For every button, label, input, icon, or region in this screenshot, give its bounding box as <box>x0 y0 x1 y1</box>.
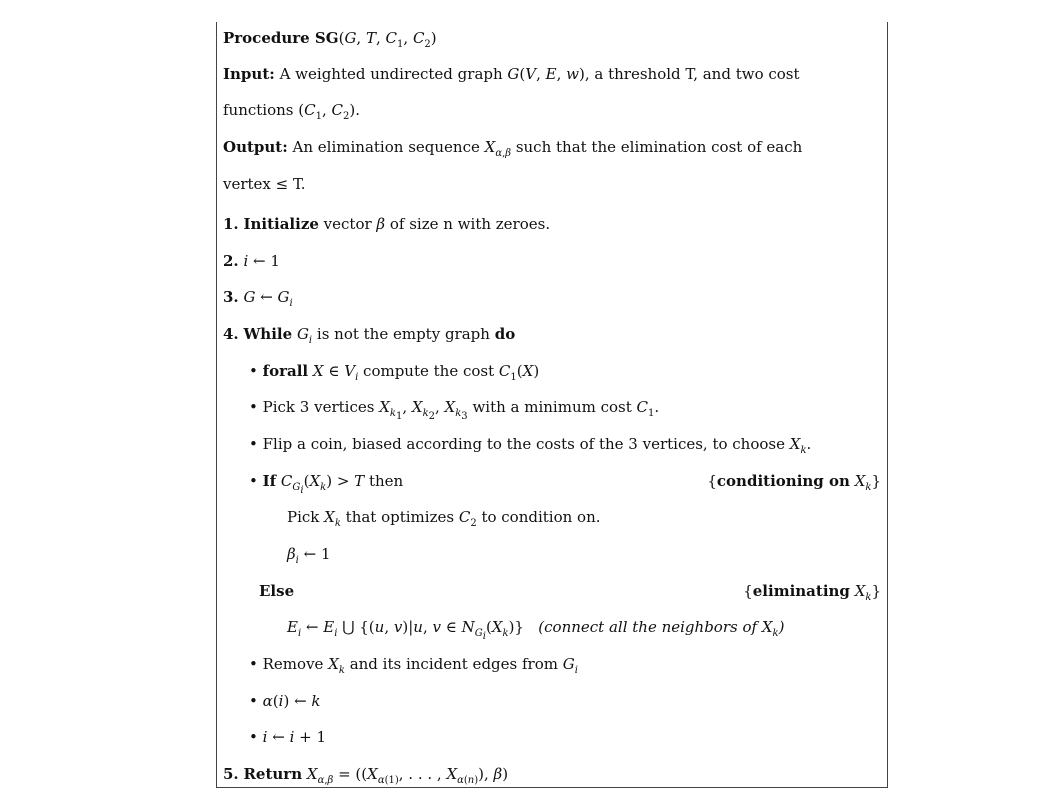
forall-keyword: forall <box>262 362 309 380</box>
bullet-icon: • <box>249 692 258 710</box>
eliminating-comment: {eliminating $X_k$} <box>743 582 881 603</box>
alpha-text: α(i) ← k <box>262 692 321 710</box>
step-4-do: do <box>494 325 516 343</box>
step-1-text: vector β of size n with zeroes. <box>323 215 551 233</box>
step-1-num: 1. <box>223 215 239 233</box>
bullet-flip <box>249 432 811 456</box>
bullet-icon: • <box>249 472 258 490</box>
procedure-title <box>223 26 437 50</box>
input-label: Input: <box>223 65 275 83</box>
flip-text: Flip a coin, biased according to the costs of the 3 vertices, to choose $X_k$. <box>262 435 812 456</box>
bullet-icon: • <box>249 362 258 380</box>
forall-text: X ∈ $V_i$ compute the cost $C_1(X)$ <box>312 362 540 383</box>
if-sub-pick: Pick $X_k$ that optimizes $C_2$ to condition on. <box>287 508 601 529</box>
bullet-icon: • <box>249 655 258 673</box>
input-line-1 <box>223 62 800 86</box>
output-text-1: An elimination sequence $X_{\alpha,\beta}$ such that the elimination cost of each <box>292 138 803 159</box>
remove-text: Remove $X_k$ and its incident edges from $G_i$ <box>262 655 578 676</box>
bullet-pick <box>249 395 660 422</box>
title-label: Procedure SG <box>223 29 339 47</box>
else-keyword: Else <box>259 582 295 600</box>
step-2: 2. i ← 1 <box>223 252 280 270</box>
if-sub-beta: $\beta_i$ ← 1 <box>287 545 331 566</box>
step-1 <box>223 212 550 236</box>
output-label: Output: <box>223 138 288 156</box>
step-4 <box>223 322 515 346</box>
bullet-if <box>249 469 404 496</box>
title-args: (G, T, $C_1$, $C_2$) <box>338 29 437 50</box>
edges-formula: $E_i$ ← $E_i$ ⋃ {(u, v)|u, v ∈ $N_{G_i}(X_k)$} <box>287 618 524 642</box>
if-condition: $C_{G_i}(X_k) > T$ <box>280 472 365 496</box>
else-line <box>259 579 294 603</box>
bullet-icon: • <box>249 728 258 746</box>
output-line-2 <box>223 172 306 196</box>
conditioning-comment: {conditioning on $X_k$} <box>707 472 881 493</box>
input-text-1: A weighted undirected graph G(V, E, w), a threshold T, and two cost <box>279 65 800 83</box>
bullet-icon: • <box>249 435 258 453</box>
then-keyword: then <box>368 472 404 490</box>
if-keyword: If <box>262 472 277 490</box>
step-4-num: 4. <box>223 325 239 343</box>
increment-text: i ← i + 1 <box>262 728 327 746</box>
bullet-increment <box>249 725 326 749</box>
input-line-2 <box>223 98 360 122</box>
output-text-2: vertex ≤ T. <box>223 175 306 193</box>
edges-comment: (connect all the neighbors of $X_k$) <box>538 618 785 639</box>
step-3: 3. G ← $G_i$ <box>223 288 293 309</box>
step-5 <box>223 762 508 786</box>
bullet-forall <box>249 359 539 383</box>
bullet-remove <box>249 652 578 676</box>
step-5-keyword: Return <box>243 765 303 783</box>
step-5-num: 5. <box>223 765 239 783</box>
pick-text: Pick 3 vertices $X_{k_1}$, $X_{k_2}$, $X_{k_3}$ with a minimum cost $C_1$. <box>262 398 660 422</box>
step-4-text: $G_i$ is not the empty graph <box>296 325 490 346</box>
else-sub-edges <box>287 615 785 642</box>
step-1-keyword: Initialize <box>243 215 319 233</box>
bullet-alpha <box>249 689 321 713</box>
input-text-2: functions ($C_1$, $C_2$). <box>223 101 360 122</box>
bullet-icon: • <box>249 398 258 416</box>
step-4-keyword: While <box>243 325 293 343</box>
procedure-box <box>216 22 888 788</box>
step-5-text: $X_{\alpha,\beta} = ((X_{\alpha(1)}$, . . . , $X_{\alpha(n)}$), β) <box>306 765 509 786</box>
output-line-1 <box>223 135 802 159</box>
